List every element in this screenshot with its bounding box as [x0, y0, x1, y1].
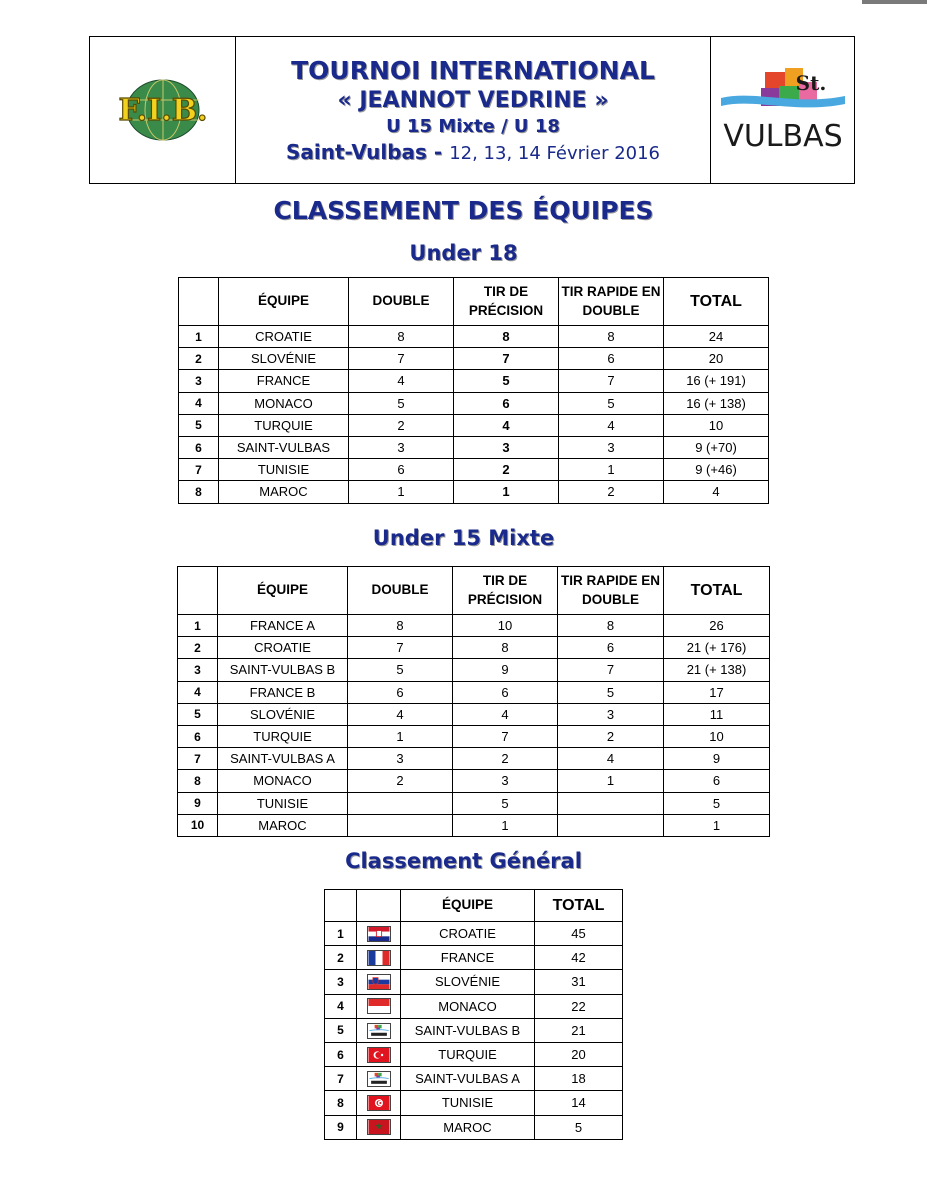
cell-rapid-double: 2: [559, 481, 664, 503]
table-row: [178, 814, 770, 836]
cell-rank: 3: [179, 370, 219, 392]
table-row: [178, 681, 770, 703]
table-row: [179, 348, 769, 370]
cell-flag: [357, 946, 401, 970]
cell-double: [348, 814, 453, 836]
table-row: [178, 703, 770, 725]
u15-header-rapid-double: TIR RAPIDE EN DOUBLE: [558, 567, 664, 615]
cell-rank: 1: [179, 326, 219, 348]
cell-rank: 8: [178, 770, 218, 792]
cell-total: 11: [664, 703, 770, 725]
cell-double: 1: [349, 481, 454, 503]
cell-total: 10: [664, 414, 769, 436]
u18-header-team: ÉQUIPE: [219, 278, 349, 326]
table-row: [178, 659, 770, 681]
u18-header-rank: [179, 278, 219, 326]
general-header-row: [325, 890, 623, 922]
cell-rank: 7: [179, 459, 219, 481]
u18-title: Under 18: [409, 241, 518, 265]
cell-rank: 7: [325, 1067, 357, 1091]
cell-precision: 6: [454, 392, 559, 414]
cell-total: 21 (+ 138): [664, 659, 770, 681]
cell-rank: 3: [178, 659, 218, 681]
saint-vulbas-logo-st: St.: [795, 71, 826, 95]
cell-rank: 3: [325, 970, 357, 994]
cell-team: SAINT-VULBAS: [219, 436, 349, 458]
u15-header-team: ÉQUIPE: [218, 567, 348, 615]
cell-total: 6: [664, 770, 770, 792]
cell-rapid-double: 7: [558, 659, 664, 681]
cell-flag: [357, 1018, 401, 1042]
saint-vulbas-logo-icon: [367, 1023, 391, 1039]
cell-total: 5: [535, 1115, 623, 1139]
u18-table: [178, 277, 769, 504]
cell-total: 14: [535, 1091, 623, 1115]
cell-flag: [357, 994, 401, 1018]
cell-total: 26: [664, 615, 770, 637]
u18-header-precision: TIR DE PRÉCISION: [454, 278, 559, 326]
table-row: [325, 1018, 623, 1042]
cell-precision: 3: [454, 436, 559, 458]
u18-header-rapid-double: TIR RAPIDE EN DOUBLE: [559, 278, 664, 326]
cell-rank: 5: [178, 703, 218, 725]
cell-precision: 3: [453, 770, 558, 792]
saint-vulbas-logo: [715, 60, 851, 160]
cell-double: 4: [348, 703, 453, 725]
tournament-place-dates: [286, 140, 660, 165]
cell-flag: [357, 970, 401, 994]
cell-precision: 1: [453, 814, 558, 836]
u15-table: [177, 566, 770, 837]
cell-rank: 4: [325, 994, 357, 1018]
table-row: [178, 770, 770, 792]
cell-precision: 10: [453, 615, 558, 637]
table-row: [325, 1067, 623, 1091]
cell-precision: 5: [454, 370, 559, 392]
cell-team: TURQUIE: [401, 1042, 535, 1066]
table-row: [325, 1042, 623, 1066]
cell-rapid-double: 7: [559, 370, 664, 392]
table-row: [178, 748, 770, 770]
cell-rapid-double: 6: [558, 637, 664, 659]
fib-logo-text: F.I.B.: [117, 93, 208, 128]
general-header-rank: [325, 890, 357, 922]
cell-rapid-double: 2: [558, 725, 664, 747]
table-row: [325, 994, 623, 1018]
cell-total: 10: [664, 725, 770, 747]
cell-flag: [357, 1042, 401, 1066]
cell-total: 20: [664, 348, 769, 370]
saint-vulbas-logo-icon: [367, 1071, 391, 1087]
cell-double: 5: [349, 392, 454, 414]
cell-rank: 1: [325, 922, 357, 946]
table-row: [179, 481, 769, 503]
u15-title: Under 15 Mixte: [372, 526, 555, 550]
u15-header-rank: [178, 567, 218, 615]
cell-rank: 5: [179, 414, 219, 436]
saint-vulbas-logo-cell: [711, 37, 854, 183]
cell-double: 2: [348, 770, 453, 792]
cell-rapid-double: [558, 814, 664, 836]
cell-rank: 1: [178, 615, 218, 637]
cell-rank: 6: [178, 725, 218, 747]
cell-flag: [357, 1067, 401, 1091]
cell-total: 16 (+ 191): [664, 370, 769, 392]
cell-double: 6: [348, 681, 453, 703]
fib-logo-cell: [90, 37, 236, 183]
france-flag-icon: [367, 950, 391, 966]
tournament-name: « JEANNOT VEDRINE »: [337, 87, 609, 113]
cell-rapid-double: 1: [559, 459, 664, 481]
header-titles: [236, 37, 711, 183]
cell-rank: 6: [179, 436, 219, 458]
cell-rank: 9: [178, 792, 218, 814]
cell-rank: 10: [178, 814, 218, 836]
cell-total: 9: [664, 748, 770, 770]
monaco-flag-icon: [367, 998, 391, 1014]
cell-double: 7: [348, 637, 453, 659]
cell-team: MONACO: [219, 392, 349, 414]
fib-logo: [95, 75, 231, 145]
cell-total: 17: [664, 681, 770, 703]
cell-team: TUNISIE: [219, 459, 349, 481]
cell-double: 8: [348, 615, 453, 637]
turkey-flag-icon: [367, 1047, 391, 1063]
cell-team: SAINT-VULBAS A: [218, 748, 348, 770]
cell-rank: 4: [179, 392, 219, 414]
cell-flag: [357, 922, 401, 946]
cell-precision: 5: [453, 792, 558, 814]
cell-team: SLOVÉNIE: [401, 970, 535, 994]
table-row: [179, 459, 769, 481]
cell-rank: 7: [178, 748, 218, 770]
cell-precision: 7: [453, 725, 558, 747]
cell-rapid-double: 6: [559, 348, 664, 370]
cell-total: 9 (+70): [664, 436, 769, 458]
cell-rank: 2: [178, 637, 218, 659]
cell-team: CROATIE: [401, 922, 535, 946]
cell-rapid-double: 8: [558, 615, 664, 637]
cell-double: 1: [348, 725, 453, 747]
cell-double: 4: [349, 370, 454, 392]
cell-team: MAROC: [401, 1115, 535, 1139]
general-table: [324, 889, 623, 1140]
morocco-flag-icon: [367, 1119, 391, 1135]
table-row: [325, 970, 623, 994]
cell-rapid-double: 4: [558, 748, 664, 770]
table-row: [325, 1091, 623, 1115]
cell-team: FRANCE B: [218, 681, 348, 703]
cell-double: 3: [349, 436, 454, 458]
table-row: [178, 615, 770, 637]
cell-rapid-double: 3: [558, 703, 664, 725]
cell-double: 8: [349, 326, 454, 348]
cell-rapid-double: 5: [559, 392, 664, 414]
general-header-team: ÉQUIPE: [401, 890, 535, 922]
cell-rapid-double: 3: [559, 436, 664, 458]
cell-double: 5: [348, 659, 453, 681]
cell-team: MAROC: [219, 481, 349, 503]
cell-double: 7: [349, 348, 454, 370]
tournament-categories: U 15 Mixte / U 18: [386, 116, 560, 138]
cell-rank: 9: [325, 1115, 357, 1139]
cell-team: SAINT-VULBAS A: [401, 1067, 535, 1091]
cell-team: MONACO: [401, 994, 535, 1018]
cell-double: 2: [349, 414, 454, 436]
general-header-flag: [357, 890, 401, 922]
top-edge-bar: [862, 0, 927, 4]
cell-precision: 1: [454, 481, 559, 503]
main-title: CLASSEMENT DES ÉQUIPES: [273, 196, 654, 225]
cell-total: 31: [535, 970, 623, 994]
cell-team: TURQUIE: [219, 414, 349, 436]
tournament-title: TOURNOI INTERNATIONAL: [291, 55, 655, 85]
table-row: [178, 637, 770, 659]
cell-team: SLOVÉNIE: [219, 348, 349, 370]
cell-rank: 2: [179, 348, 219, 370]
table-row: [179, 326, 769, 348]
cell-total: 21: [535, 1018, 623, 1042]
cell-total: 22: [535, 994, 623, 1018]
cell-total: 21 (+ 176): [664, 637, 770, 659]
cell-total: 16 (+ 138): [664, 392, 769, 414]
cell-rank: 5: [325, 1018, 357, 1042]
tournament-dates: 12, 13, 14 Février 2016: [449, 142, 661, 164]
cell-team: SAINT-VULBAS B: [218, 659, 348, 681]
cell-double: 3: [348, 748, 453, 770]
u18-header-total: TOTAL: [664, 278, 769, 326]
cell-rank: 8: [179, 481, 219, 503]
cell-precision: 4: [453, 703, 558, 725]
u15-header-row: [178, 567, 770, 615]
cell-precision: 8: [453, 637, 558, 659]
slovenia-flag-icon: [367, 974, 391, 990]
cell-double: 6: [349, 459, 454, 481]
table-row: [179, 370, 769, 392]
cell-rank: 6: [325, 1042, 357, 1066]
cell-total: 20: [535, 1042, 623, 1066]
cell-total: 45: [535, 922, 623, 946]
cell-precision: 2: [453, 748, 558, 770]
cell-team: CROATIE: [219, 326, 349, 348]
cell-team: FRANCE: [401, 946, 535, 970]
tournament-city: Saint-Vulbas -: [285, 139, 450, 164]
cell-precision: 7: [454, 348, 559, 370]
cell-team: CROATIE: [218, 637, 348, 659]
cell-team: MONACO: [218, 770, 348, 792]
table-row: [179, 392, 769, 414]
cell-rapid-double: [558, 792, 664, 814]
cell-rank: 4: [178, 681, 218, 703]
cell-team: SAINT-VULBAS B: [401, 1018, 535, 1042]
general-header-total: TOTAL: [535, 890, 623, 922]
table-row: [325, 922, 623, 946]
cell-total: 18: [535, 1067, 623, 1091]
croatia-flag-icon: [367, 926, 391, 942]
cell-team: SLOVÉNIE: [218, 703, 348, 725]
cell-rank: 8: [325, 1091, 357, 1115]
general-title: Classement Général: [345, 849, 582, 873]
u15-header-double: DOUBLE: [348, 567, 453, 615]
cell-double: [348, 792, 453, 814]
cell-total: 24: [664, 326, 769, 348]
cell-rapid-double: 4: [559, 414, 664, 436]
cell-precision: 8: [454, 326, 559, 348]
cell-total: 5: [664, 792, 770, 814]
cell-rapid-double: 5: [558, 681, 664, 703]
cell-total: 9 (+46): [664, 459, 769, 481]
cell-rapid-double: 1: [558, 770, 664, 792]
table-row: [325, 946, 623, 970]
saint-vulbas-logo-name: VULBAS: [722, 119, 843, 154]
table-row: [178, 725, 770, 747]
u15-header-total: TOTAL: [664, 567, 770, 615]
cell-total: 1: [664, 814, 770, 836]
cell-flag: [357, 1115, 401, 1139]
tunisia-flag-icon: [367, 1095, 391, 1111]
cell-precision: 2: [454, 459, 559, 481]
table-row: [325, 1115, 623, 1139]
cell-flag: [357, 1091, 401, 1115]
cell-rapid-double: 8: [559, 326, 664, 348]
cell-precision: 6: [453, 681, 558, 703]
cell-team: FRANCE A: [218, 615, 348, 637]
cell-team: TUNISIE: [218, 792, 348, 814]
table-row: [179, 436, 769, 458]
cell-precision: 9: [453, 659, 558, 681]
cell-team: MAROC: [218, 814, 348, 836]
cell-team: TURQUIE: [218, 725, 348, 747]
cell-total: 42: [535, 946, 623, 970]
u18-header-double: DOUBLE: [349, 278, 454, 326]
table-row: [178, 792, 770, 814]
table-row: [179, 414, 769, 436]
cell-team: TUNISIE: [401, 1091, 535, 1115]
cell-team: FRANCE: [219, 370, 349, 392]
u18-header-row: [179, 278, 769, 326]
tournament-header: [89, 36, 855, 184]
cell-precision: 4: [454, 414, 559, 436]
cell-total: 4: [664, 481, 769, 503]
cell-rank: 2: [325, 946, 357, 970]
u15-header-precision: TIR DE PRÉCISION: [453, 567, 558, 615]
